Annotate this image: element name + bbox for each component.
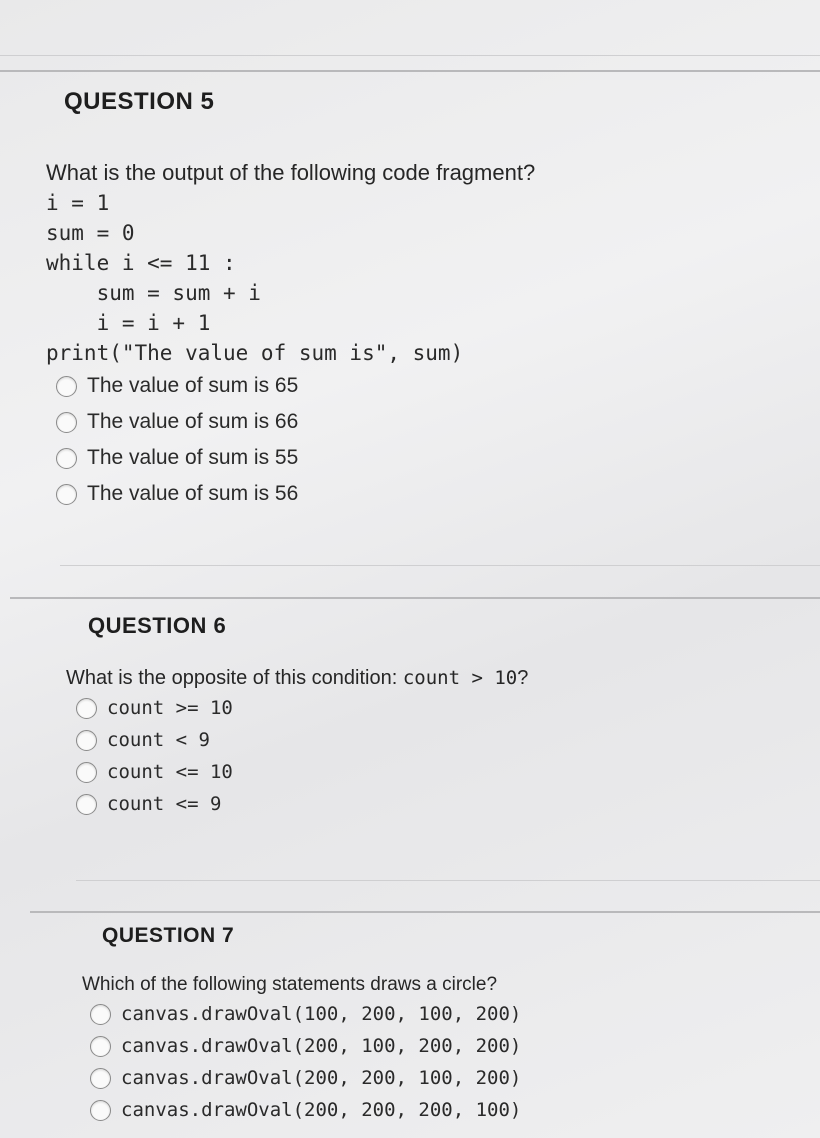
option-label[interactable]: count <= 10 bbox=[107, 761, 233, 783]
radio-button[interactable] bbox=[56, 484, 77, 505]
answer-options bbox=[56, 368, 786, 512]
option-row[interactable] bbox=[56, 404, 786, 440]
divider-q6-b bbox=[30, 911, 820, 913]
option-row[interactable] bbox=[76, 788, 806, 820]
option-label[interactable]: canvas.drawOval(200, 200, 100, 200) bbox=[121, 1067, 522, 1089]
radio-button[interactable] bbox=[56, 376, 77, 397]
radio-button[interactable] bbox=[90, 1004, 111, 1025]
option-label[interactable]: The value of sum is 55 bbox=[87, 446, 299, 469]
option-label[interactable]: count < 9 bbox=[107, 729, 210, 751]
option-label[interactable]: canvas.drawOval(200, 200, 200, 100) bbox=[121, 1099, 522, 1121]
radio-button[interactable] bbox=[90, 1068, 111, 1089]
radio-button[interactable] bbox=[76, 730, 97, 751]
divider-q5-a bbox=[60, 565, 820, 566]
option-row[interactable] bbox=[90, 1030, 812, 1062]
question-7 bbox=[82, 924, 812, 1126]
option-label[interactable]: count <= 9 bbox=[107, 793, 222, 815]
option-row[interactable] bbox=[76, 692, 806, 724]
prompt-code: count > 10 bbox=[402, 667, 518, 689]
question-title: QUESTION 5 bbox=[64, 88, 215, 115]
question-title: QUESTION 6 bbox=[88, 613, 227, 638]
prompt-text: What is the opposite of this condition: bbox=[66, 667, 403, 689]
radio-button[interactable] bbox=[76, 762, 97, 783]
option-label[interactable]: The value of sum is 66 bbox=[87, 410, 299, 433]
question-title: QUESTION 7 bbox=[102, 924, 235, 947]
answer-options bbox=[76, 692, 806, 820]
option-row[interactable] bbox=[90, 1062, 812, 1094]
question-prompt: What is the output of the following code fragment? bbox=[46, 160, 536, 185]
option-row[interactable] bbox=[56, 368, 786, 404]
option-row[interactable] bbox=[76, 756, 806, 788]
option-row[interactable] bbox=[56, 476, 786, 512]
divider-q5-b bbox=[10, 597, 820, 599]
option-label[interactable]: The value of sum is 65 bbox=[87, 374, 299, 397]
divider-top bbox=[0, 55, 820, 56]
divider-q6-a bbox=[76, 880, 820, 881]
radio-button[interactable] bbox=[76, 794, 97, 815]
question-prompt bbox=[66, 667, 806, 690]
question-6 bbox=[66, 613, 806, 820]
radio-button[interactable] bbox=[76, 698, 97, 719]
question-5 bbox=[46, 88, 786, 512]
divider-top-2 bbox=[0, 70, 820, 72]
option-row[interactable] bbox=[90, 1094, 812, 1126]
option-label[interactable]: The value of sum is 56 bbox=[87, 482, 299, 505]
option-label[interactable]: count >= 10 bbox=[107, 697, 233, 719]
option-row[interactable] bbox=[76, 724, 806, 756]
code-fragment: i = 1 sum = 0 while i <= 11 : sum = sum + i i = i + 1 print("The value of sum is", sum) bbox=[46, 191, 464, 365]
prompt-suffix: ? bbox=[517, 667, 529, 689]
answer-options bbox=[90, 998, 812, 1126]
question-prompt: Which of the following statements draws a circle? bbox=[82, 974, 498, 995]
radio-button[interactable] bbox=[90, 1036, 111, 1057]
radio-button[interactable] bbox=[90, 1100, 111, 1121]
radio-button[interactable] bbox=[56, 412, 77, 433]
option-label[interactable]: canvas.drawOval(100, 200, 100, 200) bbox=[121, 1003, 522, 1025]
option-label[interactable]: canvas.drawOval(200, 100, 200, 200) bbox=[121, 1035, 522, 1057]
radio-button[interactable] bbox=[56, 448, 77, 469]
option-row[interactable] bbox=[90, 998, 812, 1030]
option-row[interactable] bbox=[56, 440, 786, 476]
